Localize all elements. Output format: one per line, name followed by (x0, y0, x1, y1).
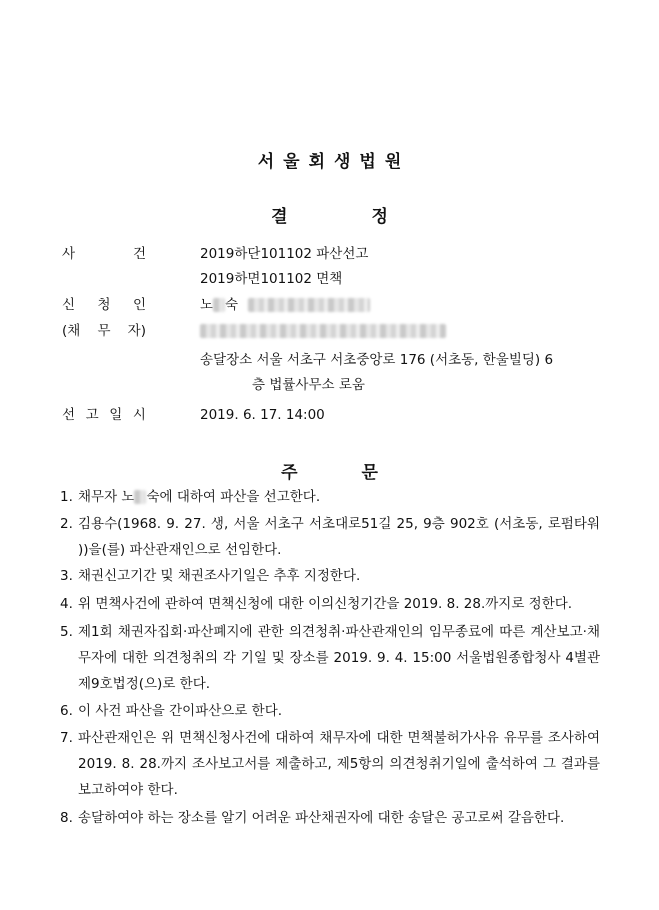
applicant-name: 노 숙 (200, 296, 370, 314)
redacted-name-char (134, 490, 146, 504)
debtor-label: (채 무 자) (62, 323, 146, 339)
document-title-char-1: 결 (271, 207, 288, 227)
debtor-address (200, 322, 446, 340)
order-item-6: 6. 이 사건 파산을 간이파산으로 한다. (60, 703, 283, 719)
court-name: 서울회생법원 (257, 152, 411, 172)
document-title-char-2: 정 (371, 207, 388, 227)
case-number-discharge: 2019하면101102 면책 (200, 271, 343, 287)
pronouncement-date-label: 선 고 일 시 (62, 407, 146, 423)
order-item-1: 1. 채무자 노 숙에 대하여 파산을 선고한다. (60, 489, 321, 505)
applicant-label: 신 청 인 (62, 297, 146, 313)
order-item-7: 7. 파산관재인은 위 면책신청사건에 대하여 채무자에 대한 면책불허가사유 유무를 조사하여 2019. 8. 28.까지 조사보고서를 제출하고, 제5항의 의견청취기일에 출석하여 그 결과를 보고하여야 한다. (60, 730, 600, 798)
service-address-line-1: 송달장소 서울 서초구 서초중앙로 176 (서초동, 한울빌딩) 6 (200, 352, 554, 368)
redacted-address (200, 324, 446, 338)
service-address-line-2: 층 법률사무소 로움 (252, 377, 365, 393)
section-title: 주 문 (281, 463, 378, 483)
order-item-3: 3. 채권신고기간 및 채권조사기일은 추후 지정한다. (60, 568, 361, 584)
pronouncement-date: 2019. 6. 17. 14:00 (200, 407, 325, 423)
order-item-2: 2. 김용수(1968. 9. 27. 생, 서울 서초구 서초대로51길 25, 9층 902호 (서초동, 로펌타워 ))을(를) 파산관재인으로 선임한다. (60, 516, 600, 558)
case-number-bankruptcy: 2019하단101102 파산선고 (200, 246, 369, 262)
redacted-identifier (248, 298, 370, 312)
order-item-8: 8. 송달하여야 하는 장소를 알기 어려운 파산채권자에 대한 송달은 공고로써 갈음한다. (60, 810, 565, 826)
document-title (0, 202, 659, 227)
case-label: 사 건 (62, 246, 146, 262)
order-item-5: 5. 제1회 채권자집회·파산폐지에 관한 의견청취·파산관재인의 임무종료에 따른 계산보고·채무자에 대한 의견청취의 각 기일 및 장소를 2019. 9. 4. 15:00 서울법원종합청사 4별관 제9호법정(으)로 한다. (60, 624, 600, 692)
redacted-name-char (213, 298, 225, 312)
order-item-4: 4. 위 면책사건에 관하여 면책신청에 대한 이의신청기간을 2019. 8. 28.까지로 정한다. (60, 596, 573, 612)
